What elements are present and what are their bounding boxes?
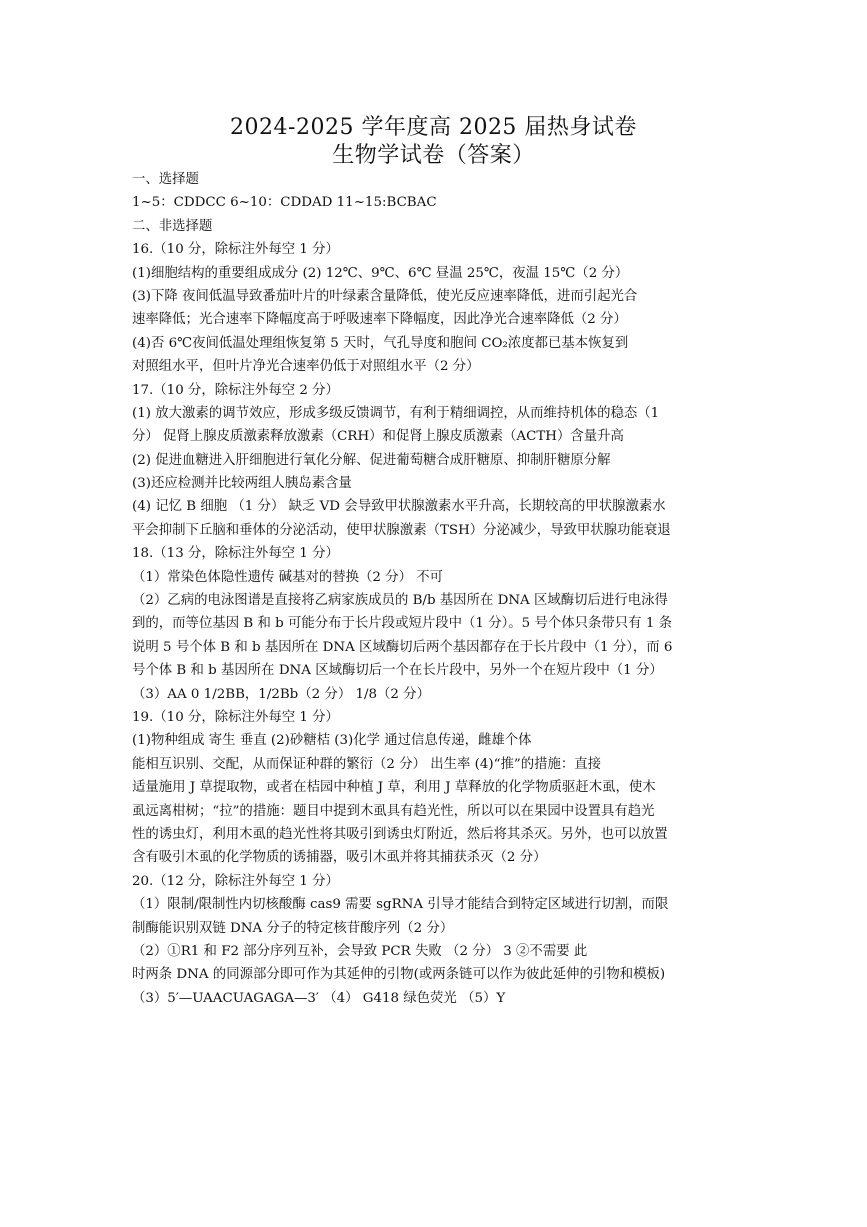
answer-line: （1）限制/限制性内切核酸酶 cas9 需要 sgRNA 引导才能结合到特定区域进行切割，而限 [132,897,669,913]
answer-line: 二、非选择题 [132,218,213,234]
answer-line: 说明 5 号个体 B 和 b 基因所在 DNA 区域酶切后两个基因都存在于长片段中（1 分），而 6 [132,639,673,655]
answer-line: (1) 放大激素的调节效应，形成多级反馈调节，有利于精细调控，从而维持机体的稳态（1 [132,405,660,421]
answer-line: (3)还应检测并比较两组人胰岛素含量 [132,476,352,492]
answer-line: (4) 记忆 B 细胞 （1 分） 缺乏 VD 会导致甲状腺激素水平升高，长期较高的甲状腺激素水 [132,499,666,515]
answer-line: (1)物种组成 寄生 垂直 (2)砂糖桔 (3)化学 通过信息传递，雌雄个体 [132,733,532,749]
answer-line: 19.（10 分，除标注外每空 1 分） [132,709,339,725]
document-title: 2024-2025 学年度高 2025 届热身试卷 [230,115,637,140]
answer-line: 到的，而等位基因 B 和 b 可能分布于长片段或短片段中（1 分）。5 号个体只条带只有 1 条 [132,616,672,632]
answer-line: 16.（10 分，除标注外每空 1 分） [132,242,339,258]
answer-line: 性的诱虫灯，利用木虱的趋光性将其吸引到诱虫灯附近，然后将其杀灭。另外，也可以放置 [132,826,668,842]
answer-line: 平会抑制下丘脑和垂体的分泌活动，使甲状腺激素（TSH）分泌减少，导致甲状腺功能衰退 [132,522,671,538]
answer-line: （3）AA 0 1/2BB，1/2Bb（2 分） 1/8（2 分） [132,686,430,702]
answer-line: （1）常染色体隐性遗传 碱基对的替换（2 分） 不可 [132,569,444,585]
answer-line: (3)下降 夜间低温导致番茄叶片的叶绿素含量降低，使光反应速率降低，进而引起光合 [132,288,638,304]
answer-line: 一、选择题 [132,172,199,187]
answer-line: 速率降低；光合速率下降幅度高于呼吸速率下降幅度，因此净光合速率降低（2 分） [132,312,627,328]
answer-line: （2）乙病的电泳图谱是直接将乙病家族成员的 B/b 基因所在 DNA 区域酶切后进行电泳得 [132,593,668,609]
answer-line: 1~5：CDDCC 6~10：CDDAD 11~15:BCBAC [132,195,437,211]
answer-body [132,168,744,1010]
answer-line: 17.（10 分，除标注外每空 2 分） [132,382,339,398]
document-subtitle: 生物学试卷（答案） [332,143,535,168]
answer-line: (1)细胞结构的重要组成成分 (2) 12℃、9℃、6℃ 昼温 25℃，夜温 15℃（2 分） [132,265,629,281]
answer-line: 能相互识别、交配，从而保证种群的繁衍（2 分） 出生率 (4)“推”的措施：直接 [132,756,602,772]
answer-line: 适量施用 J 草提取物，或者在桔园中种植 J 草，利用 J 草释放的化学物质驱赶木虱，使木 [132,780,656,796]
answer-line: 含有吸引木虱的化学物质的诱捕器，吸引木虱并将其捕获杀灭（2 分） [132,850,547,866]
answer-line: （2）①R1 和 F2 部分序列互补，会导致 PCR 失败 （2 分） 3 ②不需要 此 [132,943,588,959]
answer-line: (4)否 6℃夜间低温处理组恢复第 5 天时，气孔导度和胞间 CO₂浓度都已基本恢复到 [132,335,629,351]
answer-line: (2) 促进血糖进入肝细胞进行氧化分解、促进葡萄糖合成肝糖原、抑制肝糖原分解 [132,452,611,468]
answer-line: 号个体 B 和 b 基因所在 DNA 区域酶切后一个在长片段中，另外一个在短片段中（1 分） [132,663,663,679]
answer-line: 20.（12 分，除标注外每空 1 分） [132,873,339,889]
answer-line: 对照组水平，但叶片净光合速率仍低于对照组水平（2 分） [132,359,480,375]
answer-line: （3）5′—UAACUAGAGA—3′ （4） G418 绿色荧光 （5）Y [132,990,506,1006]
answer-line: 18.（13 分，除标注外每空 1 分） [132,546,339,562]
answer-line: 制酶能识别双链 DNA 分子的特定核苷酸序列（2 分） [132,920,454,936]
answer-line: 虱远离柑树；“拉”的措施：题目中提到木虱具有趋光性，所以可以在果园中设置具有趋光 [132,803,655,819]
answer-line: 时两条 DNA 的同源部分即可作为其延伸的引物(或两条链可以作为彼此延伸的引物和模板) [132,967,666,983]
answer-line: 分） 促肾上腺皮质激素释放激素（CRH）和促肾上腺皮质激素（ACTH）含量升高 [132,429,624,445]
